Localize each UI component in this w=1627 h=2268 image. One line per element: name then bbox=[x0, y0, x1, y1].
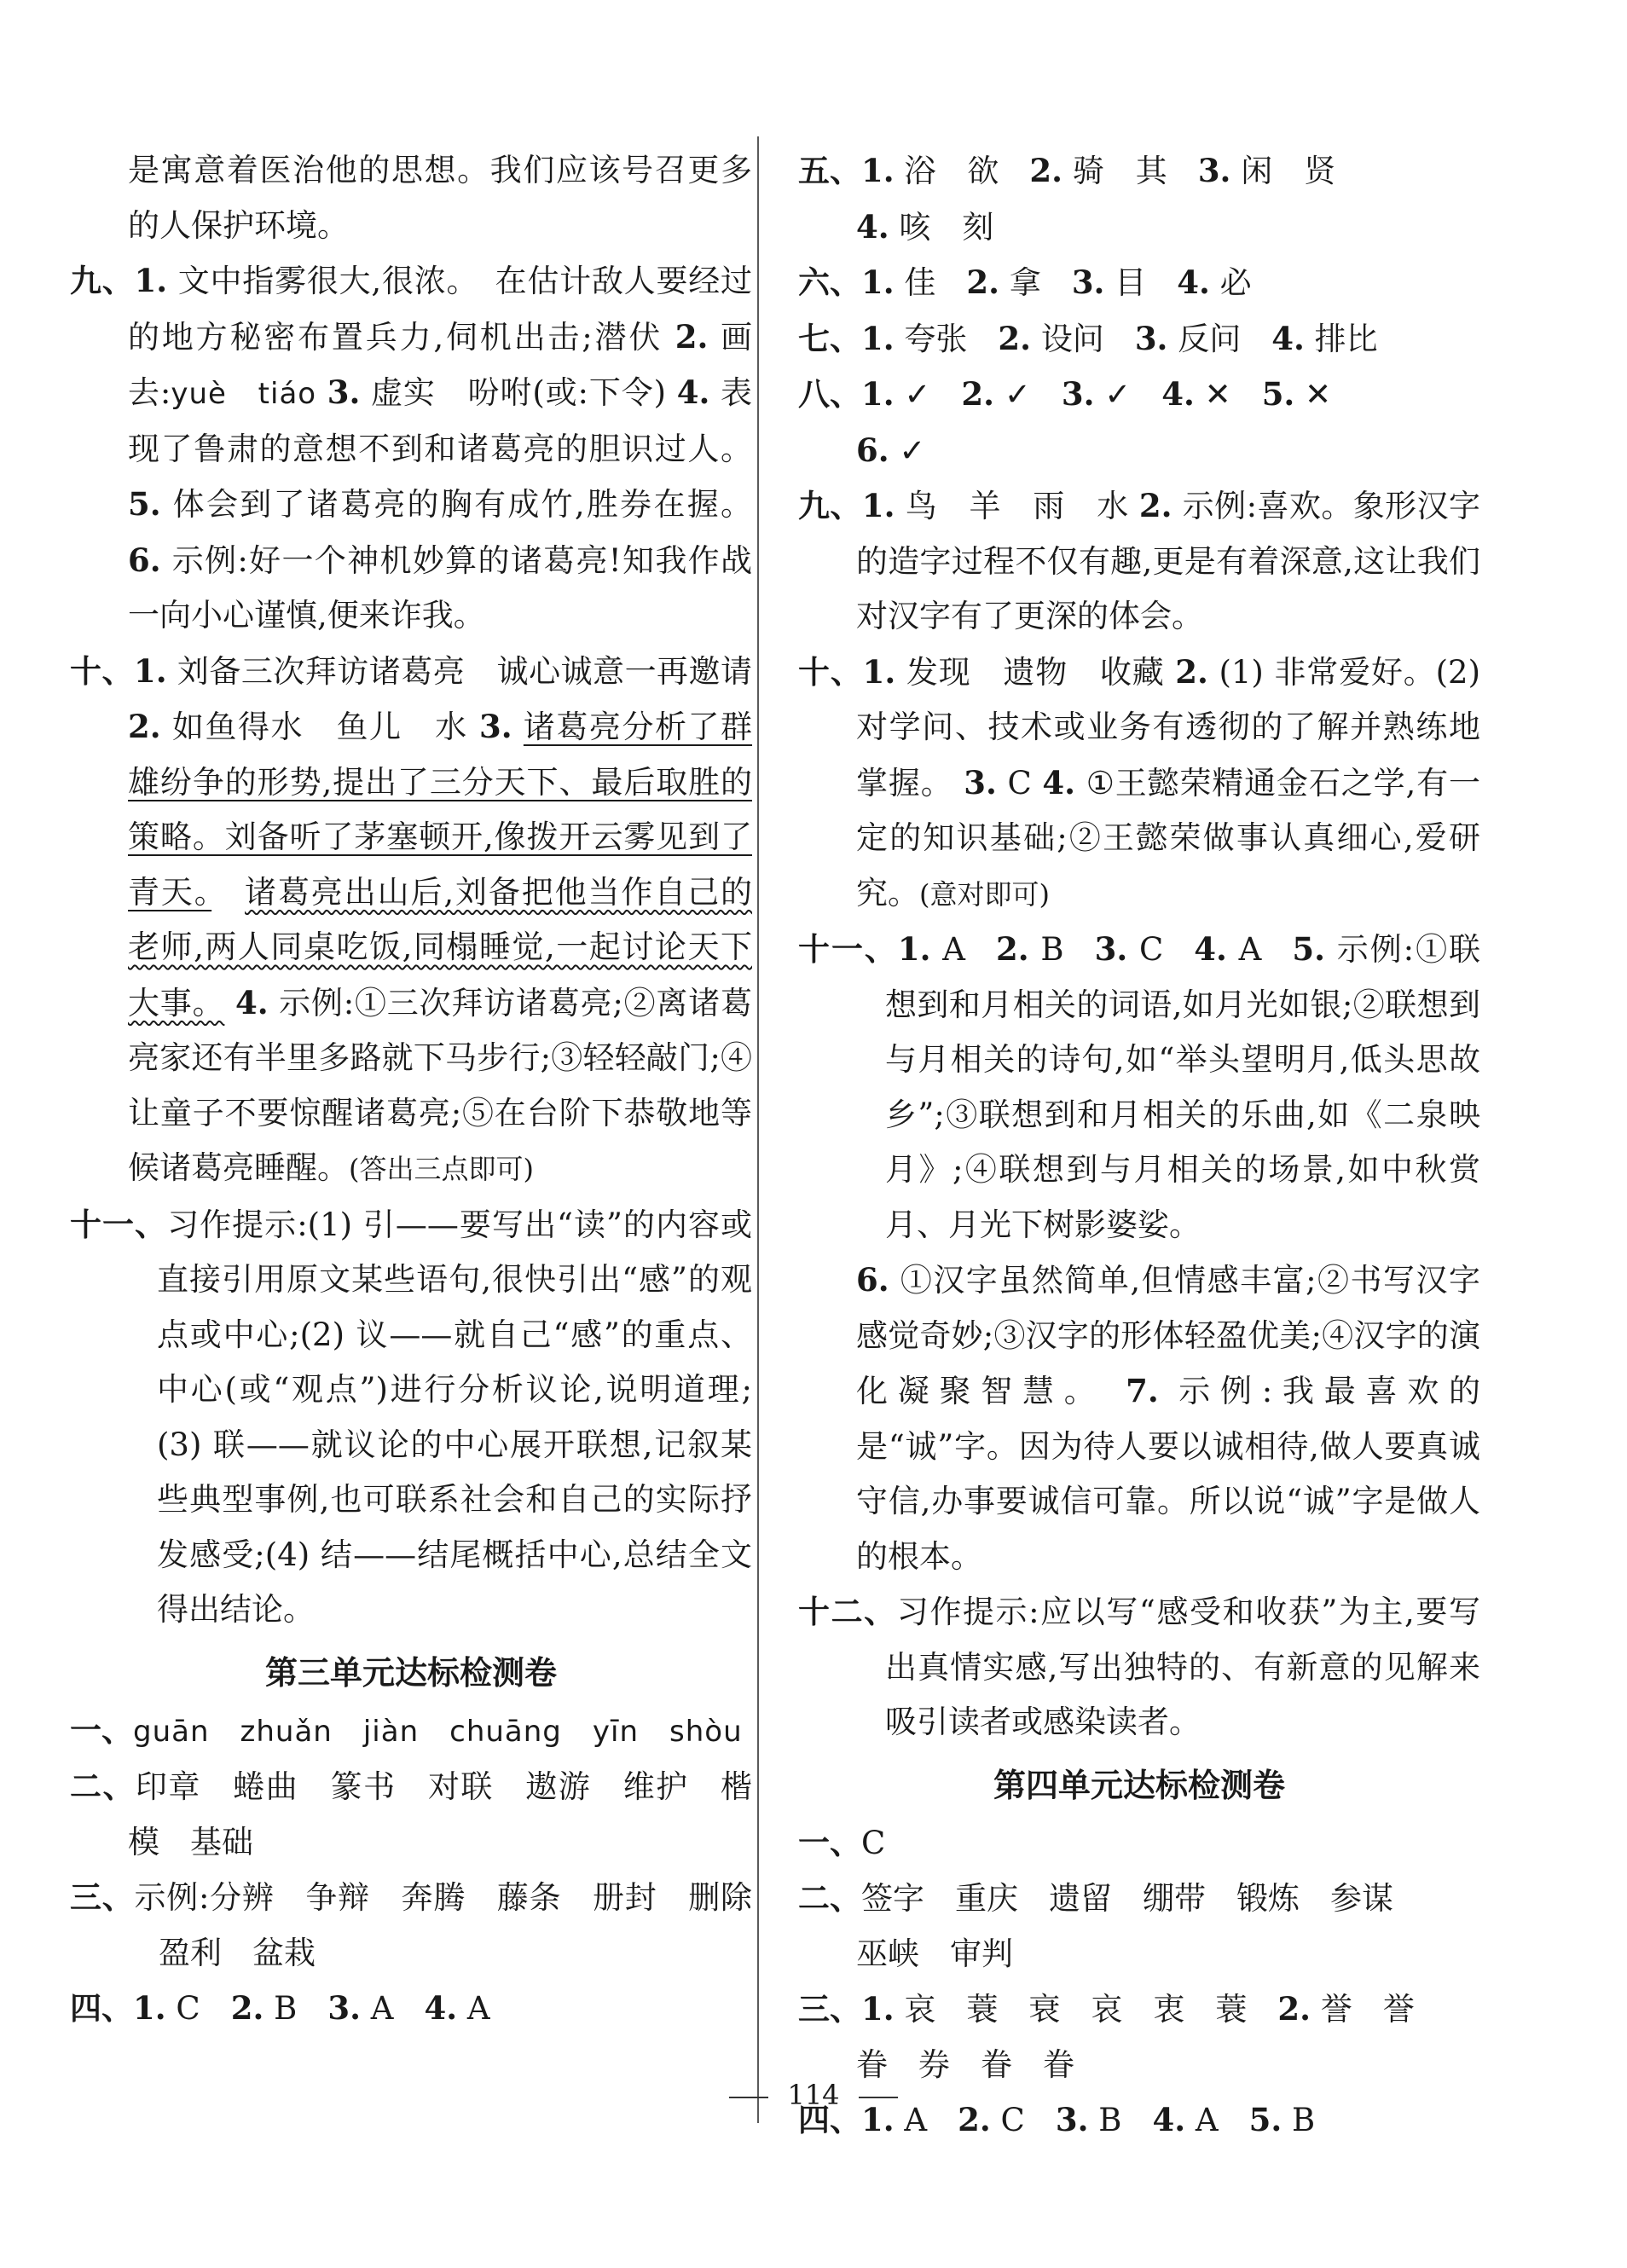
unit3-q1: 一、guān zhuǎn jiàn chuāng yīn shòu bbox=[70, 1710, 743, 1749]
section-11-left: 十一、习作提示:(1) 引——要写出“读”的内容或直接引用原文某些语句,很快引出“感”的观点或中心;(2) 议——就自己“感”的重点、中心(或“观点”)进行分析议论,说明道理;(3) 联——就议论的中心展开联想,记叙某些典型事例,也可联系社会和自己的实际抒发感受;(4) 结——结尾概括中心,总结全文得出结论。 bbox=[70, 1205, 753, 1628]
section-6: 六、1. 佳 2. 拿 3. 目 4. 必 bbox=[798, 263, 1252, 301]
unit3-q3: 三、示例:分辨 争辩 奔腾 藤条 册封 删除盈利 盆栽 bbox=[70, 1878, 753, 1971]
section-10-left: 十、1. 刘备三次拜访诸葛亮 诚心诚意一再邀请 2. 如鱼得水 鱼儿 水 3. 诸葛亮分析了群雄纷争的形势,提出了三分天下、最后取胜的策略。刘备听了茅塞顿开,像拨开云雾见到了青天。 诸葛亮出山后,刘备把他当作自己的老师,两人同桌吃饭,同榻睡觉,一起讨论天下大事。 4. 示例:①三次拜访诸葛亮;②离诸葛亮家还有半里多路就下马步行;③轻轻敲门;④让童子不要惊醒诸葛亮;⑤在台阶下恭敬地等候诸葛亮睡醒。(答出三点即可) bbox=[70, 651, 753, 1186]
column-divider bbox=[757, 136, 759, 2123]
continued-answer: 是寓意着医治他的思想。我们应该号召更多的人保护环境。 bbox=[128, 152, 752, 244]
page-number: 114 bbox=[0, 2079, 1627, 2111]
section-10-right: 十、1. 发现 遗物 收藏 2. (1) 非常爱好。(2) 对学问、技术或业务有透彻的了解并熟练地掌握。 3. C 4. ①王懿荣精通金石之学,有一定的知识基础;②王懿荣做事认真细心,爱研究。(意对即可) bbox=[798, 652, 1481, 911]
section-5: 五、1. 浴 欲 2. 骑 其 3. 闲 贤 4. 咳 刻 bbox=[798, 152, 1336, 246]
wavy-underlined-answer: 诸葛亮出山后,刘备把他当作自己的老师,两人同桌吃饭,同榻睡觉,一起讨论天下大事。 bbox=[128, 873, 753, 1021]
section-8: 八、1. ✓ 2. ✓ 3. ✓ 4. ✕ 5. ✕ 6. ✓ bbox=[798, 375, 1332, 469]
unit3-q2: 二、印章 蜷曲 篆书 对联 遨游 维护 楷模 基础 bbox=[70, 1768, 753, 1860]
section-11-right-cont: 6. ①汉字虽然简单,但情感丰富;②书写汉字感觉奇妙;③汉字的形体轻盈优美;④汉字的演化凝聚智慧。 7. 示例:我最喜欢的是“诚”字。因为待人要以诚相待,做人要真诚守信,办事要诚信可靠。所以说“诚”字是做人的根本。 bbox=[856, 1261, 1481, 1575]
unit3-q4: 四、1. C 2. B 3. A 4. A bbox=[70, 1989, 490, 2027]
section-9-right: 九、1. 鸟 羊 雨 水 2. 示例:喜欢。象形汉字的造字过程不仅有趣,更是有着深意,这让我们对汉字有了更深的体会。 bbox=[798, 487, 1481, 634]
right-column bbox=[798, 143, 1480, 2149]
unit4-q1: 一、C bbox=[798, 1823, 886, 1861]
section-7: 七、1. 夸张 2. 设问 3. 反问 4. 排比 bbox=[798, 319, 1378, 357]
unit-3-title: 第三单元达标检测卷 bbox=[264, 1653, 557, 1692]
unit-4-title: 第四单元达标检测卷 bbox=[993, 1766, 1285, 1804]
unit4-q3: 三、1. 哀 蓑 衰 哀 衷 蓑 2. 誉 誉 眷 券 眷 眷 bbox=[798, 1990, 1415, 2083]
underlined-answer: 诸葛亮分析了群雄纷争的形势,提出了三分天下、最后取胜的策略。刘备听了茅塞顿开,像拨开云雾见到了青天。 bbox=[128, 709, 753, 911]
unit4-q2: 二、签字 重庆 遗留 绷带 锻炼 参谋 巫峡 审判 bbox=[798, 1879, 1393, 1972]
section-12: 十二、习作提示:应以写“感受和收获”为主,要写出真情实感,写出独特的、有新意的见解来吸引读者或感染读者。 bbox=[798, 1593, 1480, 1740]
unit4-q4: 四、1. A 2. C 3. B 4. A 5. B bbox=[798, 2101, 1316, 2138]
left-column bbox=[70, 143, 752, 2037]
section-9-left: 九、1. 文中指雾很大,很浓。 在估计敌人要经过的地方秘密布置兵力,伺机出击;潜伏 2. 画去:yuè tiáo 3. 虚实 吩咐(或:下令) 4. 表现了鲁肃的意想不到和诸葛亮的胆识过人。 5. 体会到了诸葛亮的胸有成竹,胜券在握。 6. 示例:好一个神机妙算的诸葛亮!知我作战一向小心谨慎,便来诈我。 bbox=[70, 262, 753, 634]
section-11-right: 十一、1. A 2. B 3. C 4. A 5. 示例:①联想到和月相关的词语,如月光如银;②联想到与月相关的诗句,如“举头望明月,低头思故乡”;③联想到和月相关的乐曲,如《二泉映月》;④联想到与月相关的场景,如中秋赏月、月光下树影婆娑。 bbox=[798, 930, 1481, 1243]
